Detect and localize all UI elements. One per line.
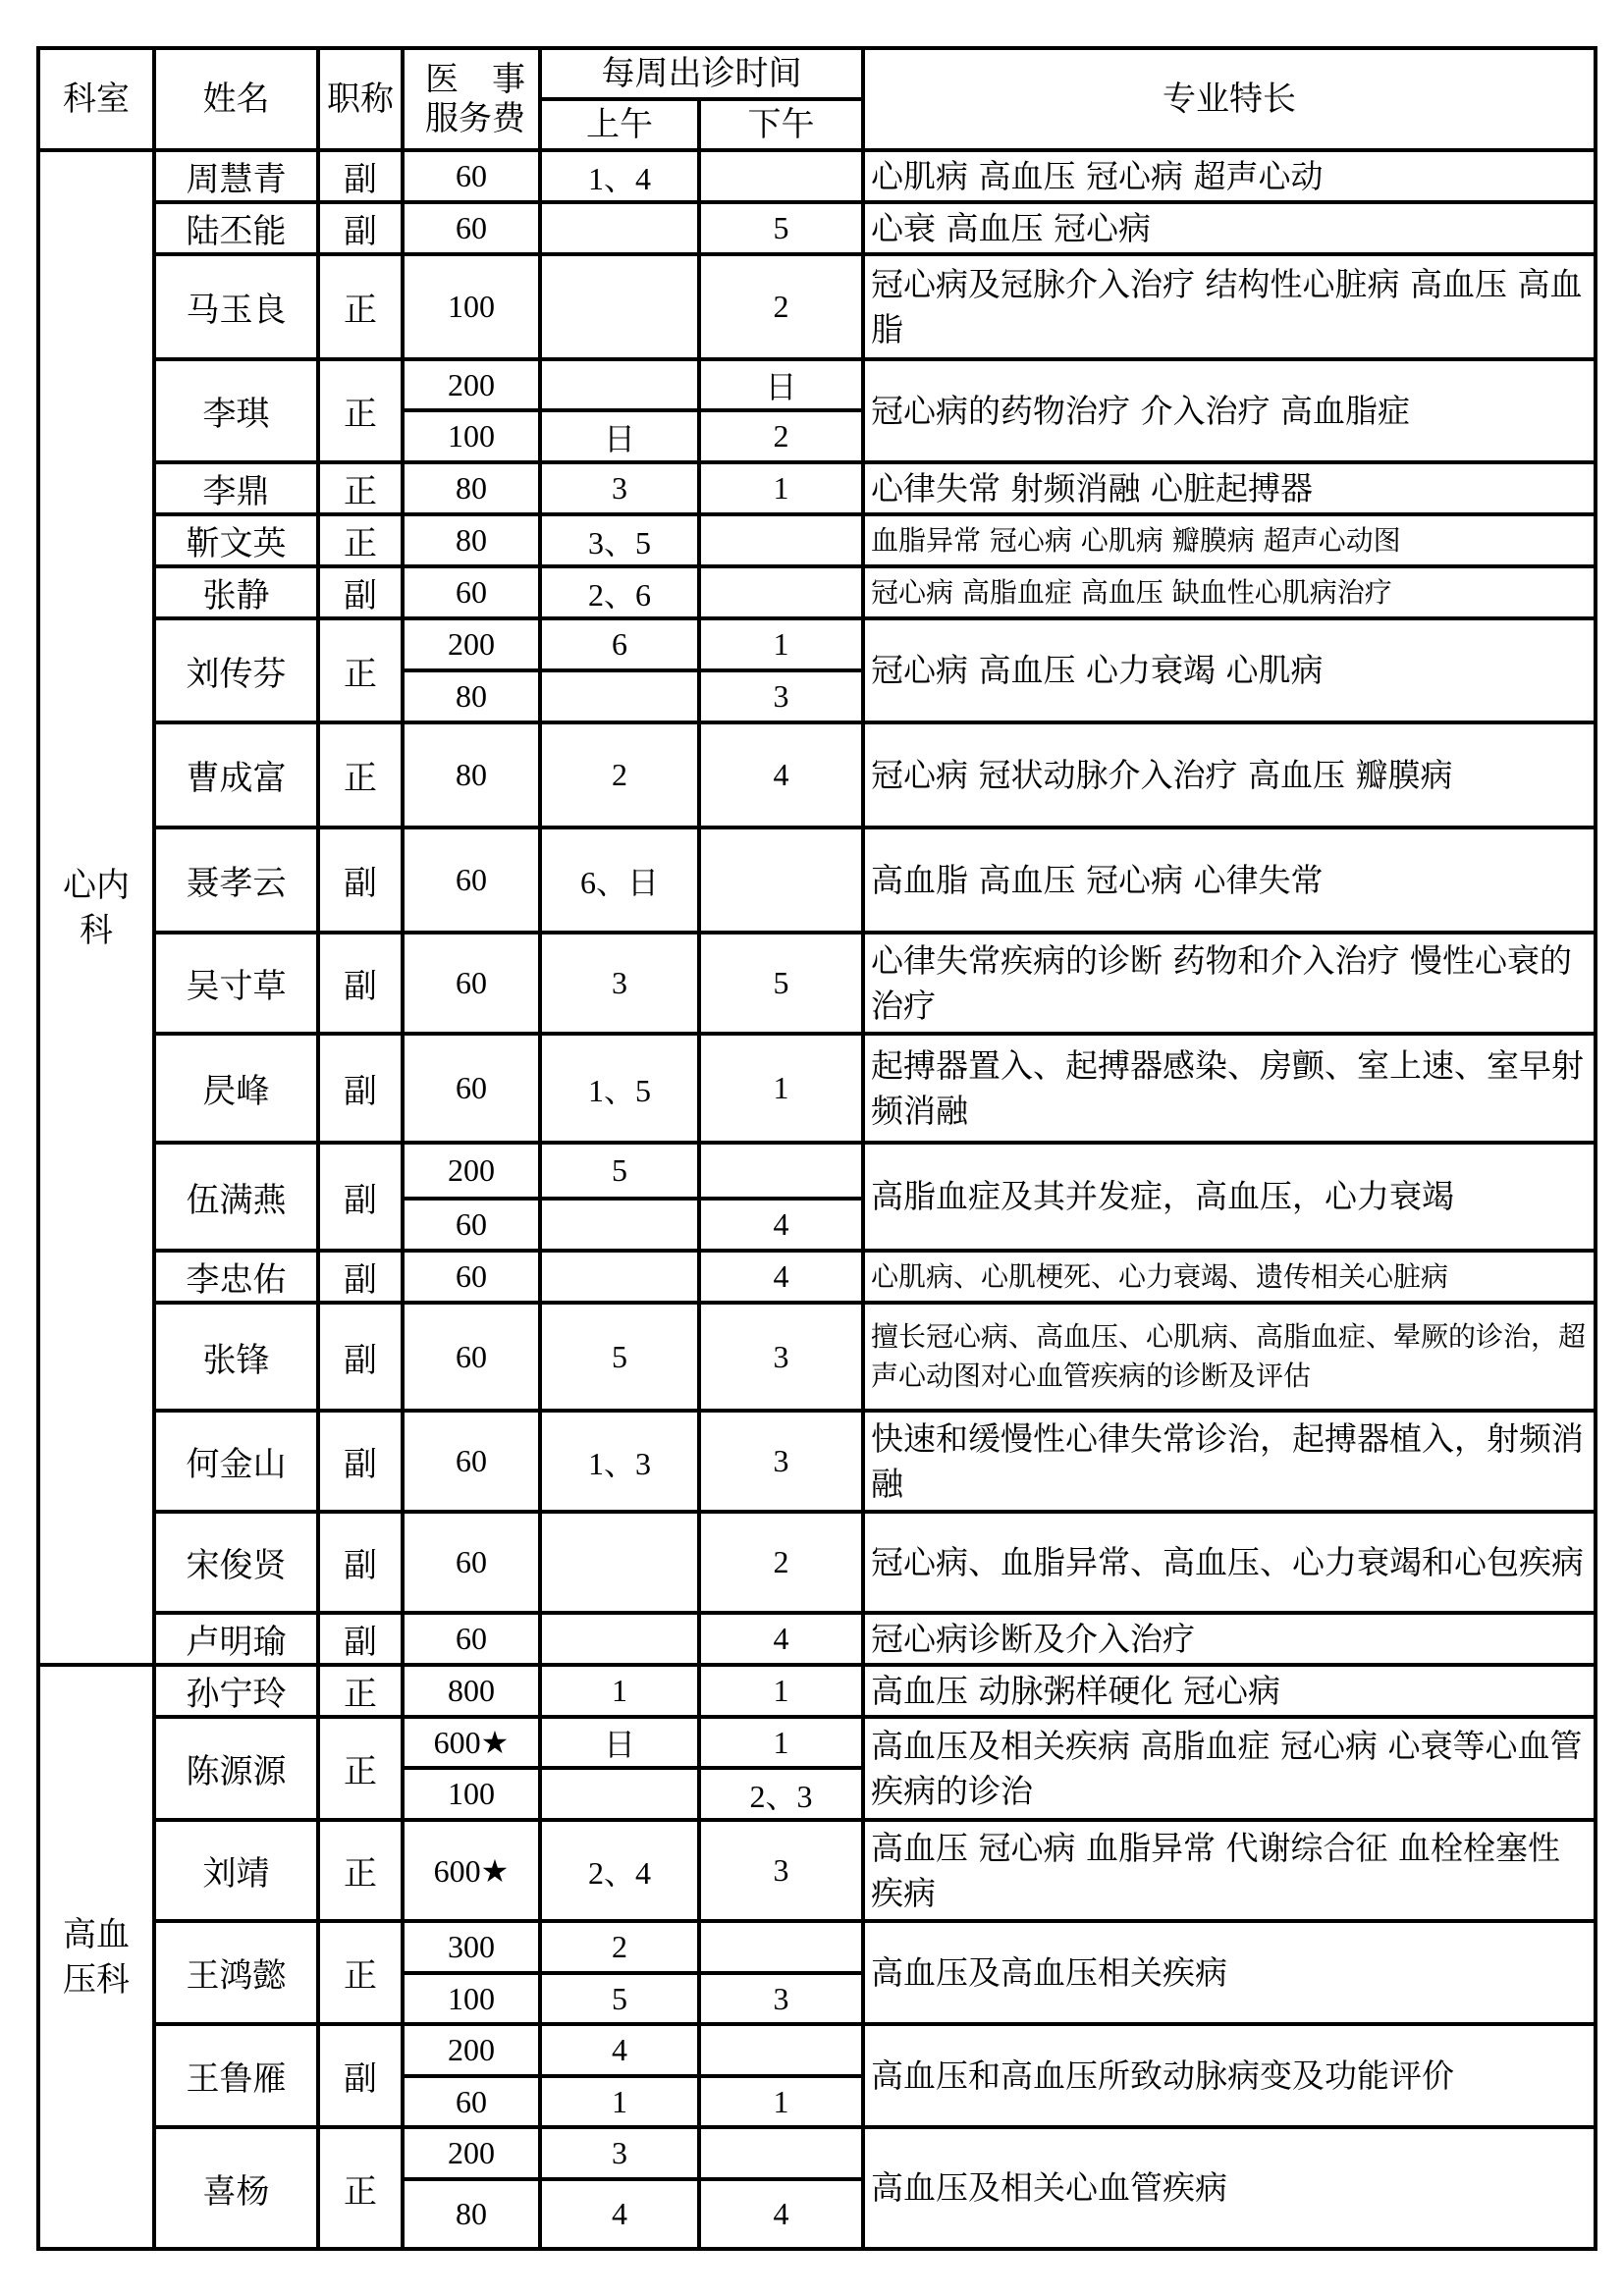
morning-slot: 1、4: [540, 150, 699, 202]
morning-slot: [540, 254, 699, 359]
doctor-name: 周慧青: [154, 150, 318, 202]
morning-slot: 2: [540, 1921, 699, 1973]
star-icon: ★: [480, 1851, 510, 1890]
doctor-name: 昃峰: [154, 1034, 318, 1143]
fee-value: 600: [433, 1725, 481, 1760]
doctor-title: 副: [318, 150, 403, 202]
afternoon-slot: [699, 2127, 863, 2179]
afternoon-slot: [699, 1921, 863, 1973]
department-cell: [38, 1665, 154, 2249]
morning-slot: 1、5: [540, 1034, 699, 1143]
fee-value: 200: [448, 626, 495, 662]
specialty: 冠心病 高血压 心力衰竭 心肌病: [863, 618, 1596, 722]
morning-slot: 日: [540, 410, 699, 462]
service-fee: [403, 1512, 540, 1613]
header-title: 职称: [318, 48, 403, 150]
doctor-name: 刘靖: [154, 1820, 318, 1921]
header-pm: 下午: [699, 99, 863, 150]
specialty: 心肌病 高血压 冠心病 超声心动: [863, 150, 1596, 202]
doctor-title: 正: [318, 618, 403, 722]
fee-value: 80: [456, 470, 487, 506]
doctor-name: 何金山: [154, 1411, 318, 1512]
service-fee: [403, 2127, 540, 2179]
table-row: [38, 1717, 1596, 1768]
afternoon-slot: 3: [699, 670, 863, 722]
doctor-title: 副: [318, 202, 403, 254]
afternoon-slot: 1: [699, 1665, 863, 1717]
doctor-title: 正: [318, 1665, 403, 1717]
specialty: 心衰 高血压 冠心病: [863, 202, 1596, 254]
specialty: 冠心病 高脂血症 高血压 缺血性心肌病治疗: [863, 566, 1596, 618]
fee-value: 60: [456, 965, 487, 1000]
department-name: 心内: [63, 865, 130, 905]
table-row: [38, 618, 1596, 670]
afternoon-slot: [699, 514, 863, 566]
specialty: 擅长冠心病、高血压、心肌病、高脂血症、晕厥的诊治，超声心动图对心血管疾病的诊断及评估: [863, 1303, 1596, 1411]
fee-value: 300: [448, 1929, 495, 1964]
morning-slot: 5: [540, 1143, 699, 1199]
fee-value: 60: [456, 1070, 487, 1105]
afternoon-slot: 5: [699, 202, 863, 254]
table-row: [38, 514, 1596, 566]
afternoon-slot: 2、3: [699, 1768, 863, 1820]
fee-value: 100: [448, 289, 495, 324]
afternoon-slot: 5: [699, 933, 863, 1034]
morning-slot: 2、4: [540, 1820, 699, 1921]
table-row: [38, 254, 1596, 359]
clinic-schedule-table: [36, 46, 1597, 2251]
specialty: 冠心病、血脂异常、高血压、心力衰竭和心包疾病: [863, 1512, 1596, 1613]
doctor-name: 刘传芬: [154, 618, 318, 722]
fee-value: 60: [456, 210, 487, 245]
morning-slot: 4: [540, 2024, 699, 2076]
header-name: 姓名: [154, 48, 318, 150]
header-am: 上午: [540, 99, 699, 150]
specialty: 快速和缓慢性心律失常诊治，起搏器植入，射频消融: [863, 1411, 1596, 1512]
doctor-name: 陈源源: [154, 1717, 318, 1820]
fee-value: 200: [448, 1152, 495, 1188]
table-row: [38, 2024, 1596, 2076]
doctor-title: 副: [318, 828, 403, 933]
afternoon-slot: 1: [699, 2076, 863, 2127]
table-row: [38, 359, 1596, 410]
table-row: [38, 722, 1596, 828]
service-fee: [403, 828, 540, 933]
doctor-name: 王鸿懿: [154, 1921, 318, 2024]
doctor-name: 李琪: [154, 359, 318, 462]
fee-value: 80: [456, 522, 487, 558]
morning-slot: 5: [540, 1973, 699, 2024]
service-fee: [403, 1665, 540, 1717]
afternoon-slot: 3: [699, 1973, 863, 2024]
service-fee: [403, 150, 540, 202]
morning-slot: [540, 1512, 699, 1613]
specialty: 心肌病、心肌梗死、心力衰竭、遗传相关心脏病: [863, 1251, 1596, 1303]
table-row: [38, 1251, 1596, 1303]
afternoon-slot: [699, 828, 863, 933]
morning-slot: [540, 1768, 699, 1820]
specialty: 高血压及相关疾病 高脂血症 冠心病 心衰等心血管疾病的诊治: [863, 1717, 1596, 1820]
service-fee: [403, 1199, 540, 1251]
service-fee: [403, 618, 540, 670]
doctor-name: 曹成富: [154, 722, 318, 828]
fee-value: 60: [456, 1621, 487, 1656]
fee-value: 60: [456, 1544, 487, 1579]
afternoon-slot: 1: [699, 618, 863, 670]
table-row: [38, 1820, 1596, 1921]
doctor-title: 正: [318, 2127, 403, 2249]
specialty: 冠心病 冠状动脉介入治疗 高血压 瓣膜病: [863, 722, 1596, 828]
service-fee: [403, 2024, 540, 2076]
fee-value: 60: [456, 1443, 487, 1478]
fee-value: 600: [433, 1852, 481, 1889]
fee-value: 60: [456, 574, 487, 610]
department-name: 压科: [63, 1959, 130, 2000]
service-fee: [403, 359, 540, 410]
morning-slot: [540, 359, 699, 410]
afternoon-slot: 1: [699, 1717, 863, 1768]
morning-slot: 6、日: [540, 828, 699, 933]
service-fee: [403, 462, 540, 514]
table-row: [38, 1512, 1596, 1613]
morning-slot: [540, 670, 699, 722]
service-fee: [403, 1921, 540, 1973]
doctor-title: 正: [318, 1717, 403, 1820]
fee-value: 100: [448, 1980, 495, 2016]
doctor-title: 副: [318, 1251, 403, 1303]
table-row: [38, 2127, 1596, 2179]
afternoon-slot: 4: [699, 2179, 863, 2249]
doctor-title: 正: [318, 254, 403, 359]
table-row: [38, 1034, 1596, 1143]
specialty: 高血压 冠心病 血脂异常 代谢综合征 血栓栓塞性疾病: [863, 1820, 1596, 1921]
department-cell: [38, 150, 154, 1665]
afternoon-slot: 2: [699, 410, 863, 462]
specialty: 心律失常疾病的诊断 药物和介入治疗 慢性心衰的治疗: [863, 933, 1596, 1034]
morning-slot: 2: [540, 722, 699, 828]
doctor-title: 正: [318, 462, 403, 514]
morning-slot: [540, 1613, 699, 1665]
morning-slot: [540, 1251, 699, 1303]
table-row: [38, 202, 1596, 254]
header-weekly: 每周出诊时间: [540, 48, 863, 99]
specialty: 高血脂 高血压 冠心病 心律失常: [863, 828, 1596, 933]
specialty: 高血压及高血压相关疾病: [863, 1921, 1596, 2024]
header-fee-line1: 医 事: [425, 60, 525, 99]
table-row: [38, 828, 1596, 933]
doctor-title: 副: [318, 933, 403, 1034]
morning-slot: 3: [540, 462, 699, 514]
doctor-name: 聂孝云: [154, 828, 318, 933]
service-fee: [403, 410, 540, 462]
doctor-name: 陆丕能: [154, 202, 318, 254]
doctor-name: 喜杨: [154, 2127, 318, 2249]
morning-slot: 2、6: [540, 566, 699, 618]
fee-value: 200: [448, 366, 495, 402]
fee-value: 60: [456, 862, 487, 897]
table-row: [38, 1921, 1596, 1973]
doctor-title: 副: [318, 2024, 403, 2127]
fee-value: 200: [448, 2032, 495, 2067]
afternoon-slot: 3: [699, 1411, 863, 1512]
header-specialty: 专业特长: [863, 48, 1596, 150]
specialty: 高血压 动脉粥样硬化 冠心病: [863, 1665, 1596, 1717]
afternoon-slot: 4: [699, 1199, 863, 1251]
doctor-title: 副: [318, 1143, 403, 1251]
specialty: 冠心病的药物治疗 介入治疗 高血脂症: [863, 359, 1596, 462]
afternoon-slot: 1: [699, 462, 863, 514]
doctor-title: 正: [318, 1820, 403, 1921]
doctor-title: 正: [318, 1921, 403, 2024]
fee-value: 60: [456, 158, 487, 193]
specialty: 起搏器置入、起搏器感染、房颤、室上速、室早射频消融: [863, 1034, 1596, 1143]
fee-value: 100: [448, 1776, 495, 1811]
morning-slot: 5: [540, 1303, 699, 1411]
afternoon-slot: 4: [699, 722, 863, 828]
specialty: 高脂血症及其并发症，高血压，心力衰竭: [863, 1143, 1596, 1251]
fee-value: 60: [456, 1258, 487, 1294]
morning-slot: 1: [540, 1665, 699, 1717]
specialty: 高血压和高血压所致动脉病变及功能评价: [863, 2024, 1596, 2127]
afternoon-slot: [699, 2024, 863, 2076]
specialty: 血脂异常 冠心病 心肌病 瓣膜病 超声心动图: [863, 514, 1596, 566]
service-fee: [403, 1820, 540, 1921]
afternoon-slot: [699, 1143, 863, 1199]
header-fee: [403, 48, 540, 150]
department-name: 高血: [63, 1914, 130, 1954]
service-fee: [403, 254, 540, 359]
doctor-name: 马玉良: [154, 254, 318, 359]
morning-slot: 4: [540, 2179, 699, 2249]
afternoon-slot: 2: [699, 1512, 863, 1613]
doctor-name: 卢明瑜: [154, 1613, 318, 1665]
department-name: 科: [80, 910, 113, 950]
morning-slot: 1: [540, 2076, 699, 2127]
table-row: [38, 566, 1596, 618]
afternoon-slot: 4: [699, 1251, 863, 1303]
specialty: 心律失常 射频消融 心脏起搏器: [863, 462, 1596, 514]
doctor-name: 李鼎: [154, 462, 318, 514]
doctor-name: 孙宁玲: [154, 1665, 318, 1717]
afternoon-slot: 日: [699, 359, 863, 410]
table-row: [38, 933, 1596, 1034]
table-row: [38, 1143, 1596, 1199]
service-fee: [403, 933, 540, 1034]
doctor-title: 副: [318, 1411, 403, 1512]
fee-value: 100: [448, 418, 495, 454]
morning-slot: [540, 1199, 699, 1251]
table-row: [38, 1613, 1596, 1665]
fee-value: 60: [456, 1206, 487, 1242]
service-fee: [403, 1411, 540, 1512]
service-fee: [403, 1717, 540, 1768]
table-row: [38, 1665, 1596, 1717]
doctor-name: 张锋: [154, 1303, 318, 1411]
header-fee-line2: 服务费: [425, 99, 525, 138]
star-icon: ★: [480, 1724, 510, 1761]
afternoon-slot: 3: [699, 1820, 863, 1921]
afternoon-slot: [699, 566, 863, 618]
morning-slot: 3: [540, 933, 699, 1034]
doctor-name: 张静: [154, 566, 318, 618]
service-fee: [403, 2076, 540, 2127]
table-row: [38, 150, 1596, 202]
service-fee: [403, 1034, 540, 1143]
doctor-title: 副: [318, 1613, 403, 1665]
doctor-title: 正: [318, 514, 403, 566]
fee-value: 80: [456, 757, 487, 792]
specialty: 冠心病及冠脉介入治疗 结构性心脏病 高血压 高血脂: [863, 254, 1596, 359]
doctor-title: 副: [318, 1303, 403, 1411]
morning-slot: 日: [540, 1717, 699, 1768]
morning-slot: 6: [540, 618, 699, 670]
fee-value: 60: [456, 2083, 487, 2119]
service-fee: [403, 202, 540, 254]
service-fee: [403, 2179, 540, 2249]
morning-slot: [540, 202, 699, 254]
doctor-name: 宋俊贤: [154, 1512, 318, 1613]
service-fee: [403, 722, 540, 828]
fee-value: 60: [456, 1338, 487, 1374]
fee-value: 80: [456, 678, 487, 714]
doctor-name: 吴寸草: [154, 933, 318, 1034]
morning-slot: 1、3: [540, 1411, 699, 1512]
afternoon-slot: 3: [699, 1303, 863, 1411]
doctor-name: 王鲁雁: [154, 2024, 318, 2127]
morning-slot: 3、5: [540, 514, 699, 566]
service-fee: [403, 1143, 540, 1199]
service-fee: [403, 514, 540, 566]
doctor-title: 副: [318, 1034, 403, 1143]
doctor-title: 副: [318, 1512, 403, 1613]
doctor-name: 李忠佑: [154, 1251, 318, 1303]
service-fee: [403, 1303, 540, 1411]
doctor-name: 靳文英: [154, 514, 318, 566]
table-row: [38, 1303, 1596, 1411]
doctor-title: 正: [318, 722, 403, 828]
doctor-title: 正: [318, 359, 403, 462]
fee-value: 80: [456, 2196, 487, 2231]
specialty: 冠心病诊断及介入治疗: [863, 1613, 1596, 1665]
afternoon-slot: 2: [699, 254, 863, 359]
specialty: 高血压及相关心血管疾病: [863, 2127, 1596, 2249]
service-fee: [403, 670, 540, 722]
service-fee: [403, 1973, 540, 2024]
table-row: [38, 1411, 1596, 1512]
service-fee: [403, 1251, 540, 1303]
doctor-name: 伍满燕: [154, 1143, 318, 1251]
doctor-title: 副: [318, 566, 403, 618]
service-fee: [403, 566, 540, 618]
afternoon-slot: 1: [699, 1034, 863, 1143]
morning-slot: 3: [540, 2127, 699, 2179]
service-fee: [403, 1613, 540, 1665]
afternoon-slot: 4: [699, 1613, 863, 1665]
fee-value: 800: [448, 1673, 495, 1708]
table-row: [38, 462, 1596, 514]
fee-value: 200: [448, 2135, 495, 2170]
afternoon-slot: [699, 150, 863, 202]
service-fee: [403, 1768, 540, 1820]
header-dept: 科室: [38, 48, 154, 150]
